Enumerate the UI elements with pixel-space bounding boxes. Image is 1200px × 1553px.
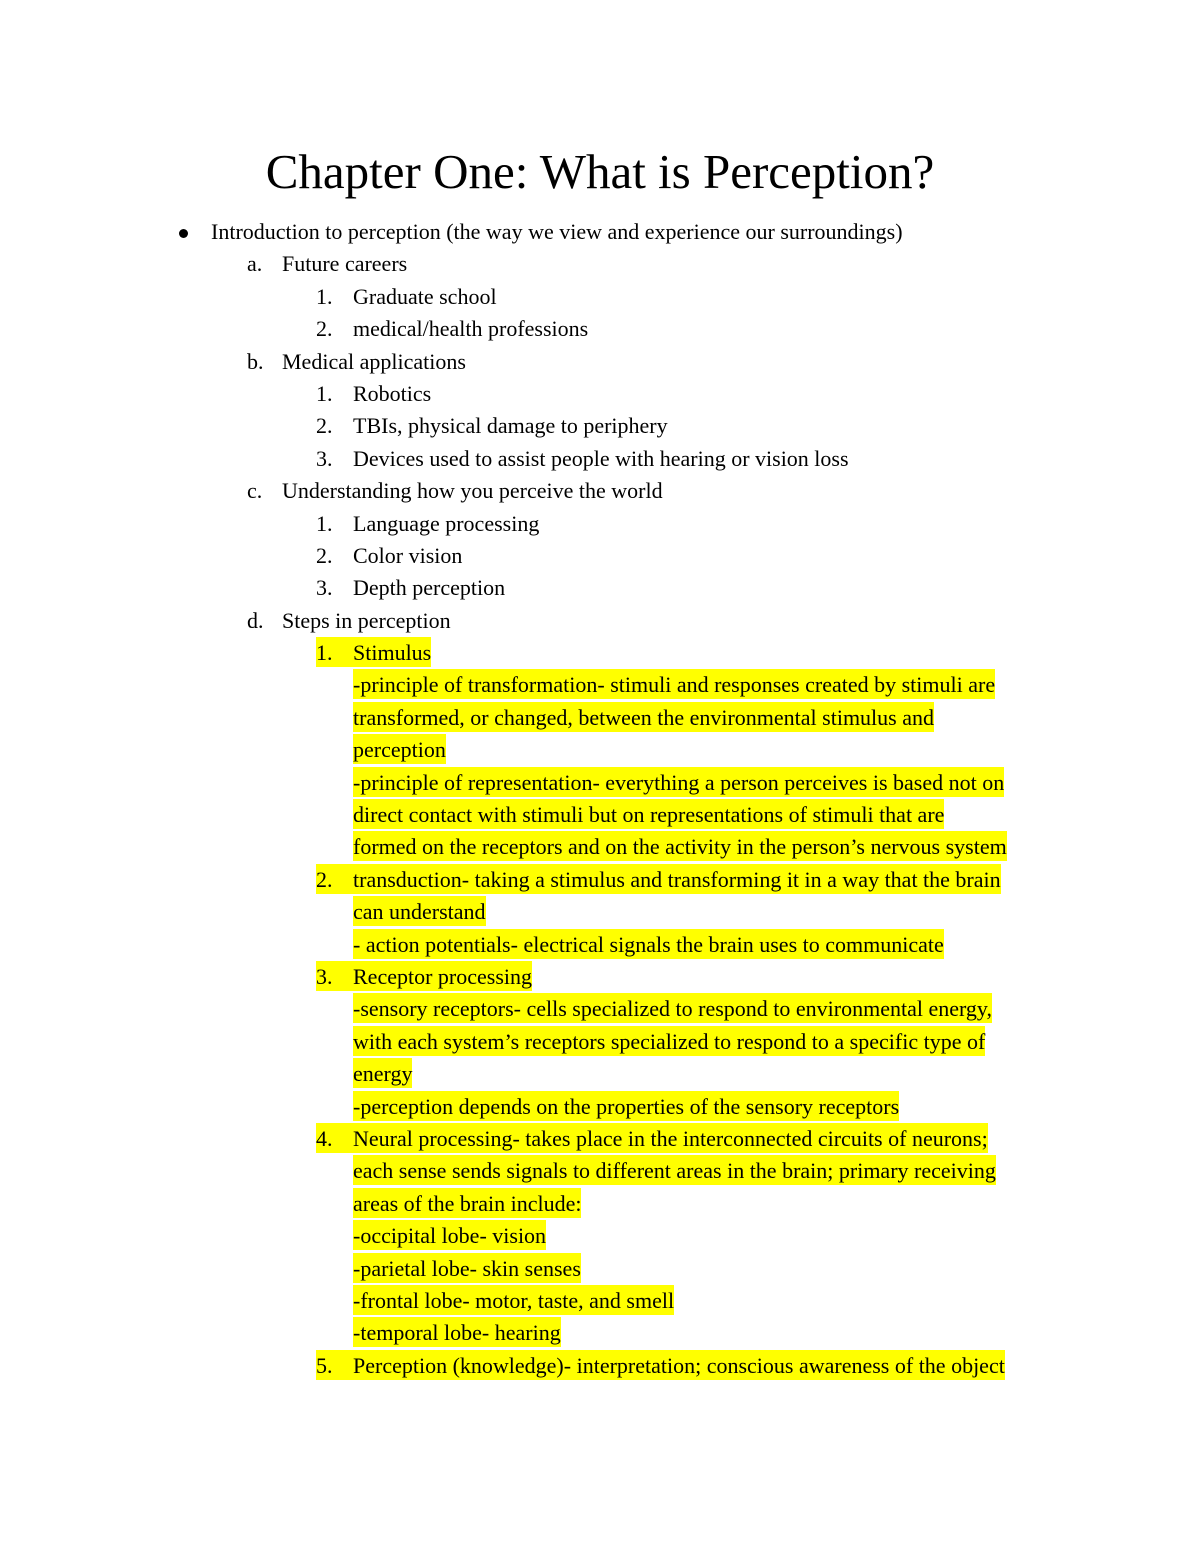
line-text: Devices used to assist people with hearing or vision loss [353,445,849,471]
item-text [353,896,486,926]
numbered-item [0,637,1200,669]
numbered-item [0,508,1200,540]
numbered-item [0,540,1200,572]
list-marker: d. [247,607,264,633]
item-text [353,734,446,764]
item-text [353,929,944,959]
item-text [353,799,944,829]
numbered-item [0,961,1200,993]
item-text [353,1285,674,1315]
line-text: can understand [353,899,486,925]
numbered-item [0,378,1200,410]
list-marker: 5. [316,1352,333,1378]
list-marker: 3. [316,963,333,989]
item-text [353,831,1007,861]
item-continuation [0,1317,1200,1349]
numbered-item [0,1350,1200,1382]
item-text [353,1253,581,1283]
line-text: - action potentials- electrical signals the brain uses to communicate [353,931,944,957]
item-continuation [0,1253,1200,1285]
list-marker: b. [247,348,264,374]
item-text [316,540,462,570]
item-text [316,313,588,343]
bullet-text [211,216,903,246]
numbered-item [0,864,1200,896]
list-marker: 3. [316,445,333,471]
line-text: Language processing [353,510,540,536]
list-marker: a. [247,251,263,277]
item-text [316,864,1001,894]
item-continuation [0,1091,1200,1123]
list-marker: 1. [316,283,333,309]
line-text: -occipital lobe- vision [353,1223,547,1249]
line-text: direct contact with stimuli but on representations of stimuli that are [353,802,945,828]
item-text [316,378,431,408]
line-text: Graduate school [353,283,497,309]
line-text: transformed, or changed, between the environmental stimulus and [353,704,934,730]
item-text [353,1188,581,1218]
item-text [353,702,934,732]
list-marker: 2. [316,542,333,568]
line-text: -frontal lobe- motor, taste, and smell [353,1287,675,1313]
item-continuation [0,669,1200,701]
line-text: Depth perception [353,575,506,601]
numbered-item [0,410,1200,442]
item-text [353,1155,996,1185]
line-text: -temporal lobe- hearing [353,1320,561,1346]
item-text [316,508,539,538]
line-text: Color vision [353,542,463,568]
line-text: Medical applications [282,348,466,374]
item-continuation [0,799,1200,831]
line-text: Future careers [282,251,408,277]
item-text [353,669,995,699]
item-text [353,993,992,1023]
item-text [316,281,497,311]
line-text: Understanding how you perceive the world [282,478,663,504]
item-continuation [0,702,1200,734]
outline [0,216,1200,1382]
item-text [353,1091,899,1121]
line-text: TBIs, physical damage to periphery [353,413,668,439]
line-text: Stimulus [353,640,432,666]
numbered-item [0,281,1200,313]
line-text: Neural processing- takes place in the interconnected circuits of neurons; [353,1125,988,1151]
line-text: Perception (knowledge)- interpretation; conscious awareness of the object [353,1352,1005,1378]
list-marker: 2. [316,413,333,439]
section-label [247,475,663,505]
item-text [353,767,1004,797]
section-heading [0,605,1200,637]
item-continuation [0,1285,1200,1317]
item-continuation [0,1188,1200,1220]
line-text: perception [353,737,446,763]
section-heading [0,475,1200,507]
line-text: -perception depends on the properties of the sensory receptors [353,1093,900,1119]
list-marker: 3. [316,575,333,601]
item-continuation [0,1155,1200,1187]
item-continuation [0,1058,1200,1090]
line-text: with each system’s receptors specialized to respond to a specific type of [353,1028,986,1054]
item-continuation [0,767,1200,799]
section-heading [0,346,1200,378]
line-text: Receptor processing [353,963,532,989]
list-marker: c. [247,478,263,504]
item-continuation [0,831,1200,863]
list-marker: 2. [316,316,333,342]
line-text: transduction- taking a stimulus and transforming it in a way that the brain [353,866,1001,892]
section-label [247,605,451,635]
line-text: -parietal lobe- skin senses [353,1255,581,1281]
item-text [353,1317,561,1347]
item-text [316,1123,988,1153]
section-heading [0,248,1200,280]
line-text: Robotics [353,380,432,406]
line-text: energy [353,1061,413,1087]
item-continuation [0,929,1200,961]
line-text: Steps in perception [282,607,451,633]
item-continuation [0,993,1200,1025]
bullet-dot-icon [179,229,188,238]
item-text [316,572,505,602]
item-continuation [0,1220,1200,1252]
numbered-item [0,1123,1200,1155]
line-text: -principle of representation- everything a person perceives is based not on [353,769,1005,795]
item-text [353,1220,546,1250]
section-label [247,346,466,376]
line-text: Introduction to perception (the way we view and experience our surroundings) [211,219,903,244]
item-text [353,1058,412,1088]
item-text [316,961,532,991]
bullet-item [0,216,1200,248]
line-text: medical/health professions [353,316,589,342]
list-marker: 1. [316,510,333,536]
line-text: each sense sends signals to different areas in the brain; primary receiving [353,1158,996,1184]
numbered-item [0,572,1200,604]
line-text: -principle of transformation- stimuli and responses created by stimuli are [353,672,996,698]
item-text [316,443,849,473]
item-text [316,1350,1005,1380]
item-continuation [0,896,1200,928]
line-text: formed on the receptors and on the activity in the person’s nervous system [353,834,1007,860]
section-label [247,248,407,278]
item-continuation [0,734,1200,766]
numbered-item [0,443,1200,475]
list-marker: 1. [316,380,333,406]
item-text [316,637,431,667]
document-title: Chapter One: What is Perception? [265,144,935,199]
line-text: areas of the brain include: [353,1190,582,1216]
item-text [316,410,668,440]
line-text: -sensory receptors- cells specialized to respond to environmental energy, [353,996,992,1022]
list-marker: 4. [316,1125,333,1151]
item-continuation [0,1026,1200,1058]
list-marker: 1. [316,640,333,666]
list-marker: 2. [316,866,333,892]
item-text [353,1026,985,1056]
numbered-item [0,313,1200,345]
